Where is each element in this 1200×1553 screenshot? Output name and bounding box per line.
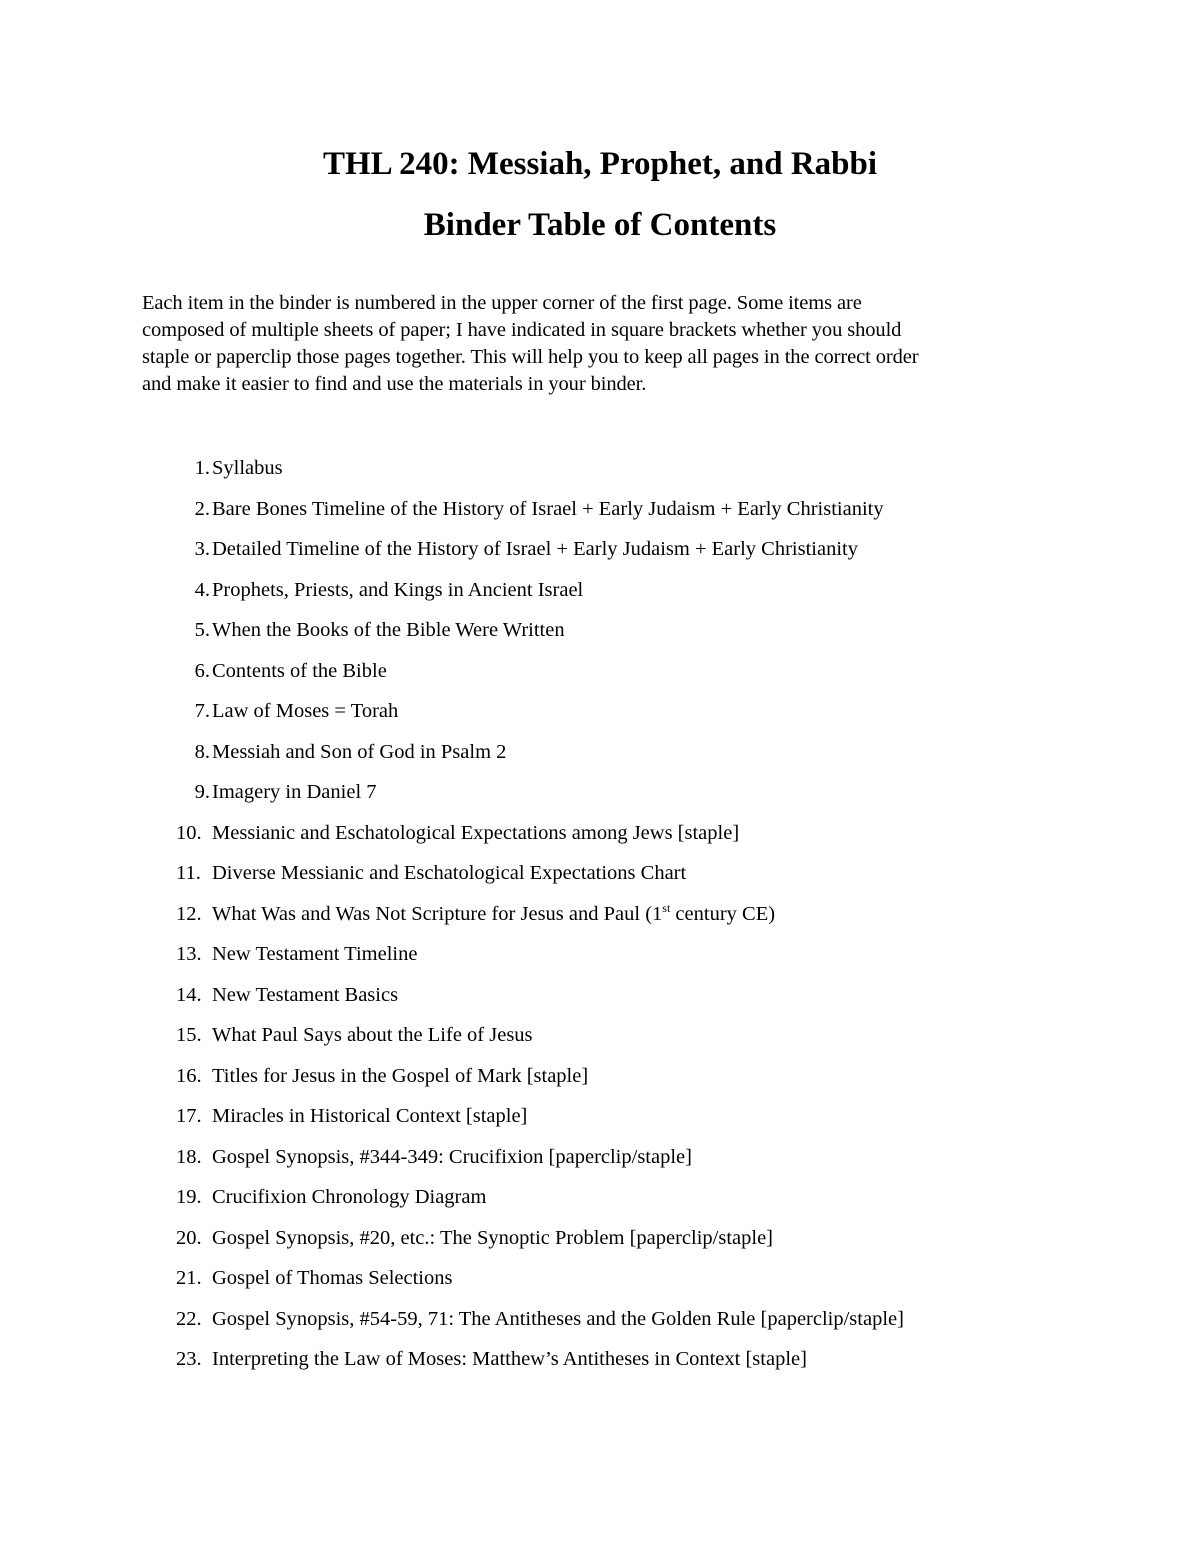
toc-item-number: 18. — [176, 1145, 202, 1168]
toc-item — [0, 1225, 1200, 1266]
toc-item — [0, 1022, 1200, 1063]
toc-item-number: 12. — [176, 902, 202, 925]
toc-item — [0, 1265, 1200, 1306]
toc-item — [0, 941, 1200, 982]
toc-item-number: 23. — [176, 1348, 202, 1370]
toc-item — [0, 860, 1200, 901]
toc-item-title: Imagery in Daniel 7 — [212, 781, 377, 803]
toc-item-number: 8. — [194, 740, 210, 763]
toc-item-number: 19. — [176, 1186, 202, 1208]
toc-item-title: Diverse Messianic and Eschatological Expectations Chart — [212, 862, 687, 884]
toc-item-number: 6. — [194, 659, 210, 682]
toc-item — [0, 1306, 1200, 1347]
toc-item-title: Gospel Synopsis, #20, etc.: The Synoptic Problem [paperclip/staple] — [212, 1226, 774, 1249]
toc-item-number: 13. — [176, 943, 202, 965]
toc-item-number: 14. — [176, 983, 202, 1006]
toc-item — [0, 658, 1200, 699]
toc-item — [0, 1063, 1200, 1104]
toc-item-number: 17. — [176, 1105, 202, 1127]
toc-item — [0, 577, 1200, 618]
toc-item-number: 3. — [194, 538, 210, 560]
intro-line: composed of multiple sheets of paper; I have indicated in square brackets whether you should — [142, 319, 902, 341]
toc-item — [0, 982, 1200, 1023]
toc-item-title: Gospel Synopsis, #344-349: Crucifixion [paperclip/staple] — [212, 1145, 692, 1168]
toc-item-title: Miracles in Historical Context [staple] — [212, 1105, 528, 1127]
toc-item-number: 16. — [176, 1064, 202, 1087]
toc-item — [0, 779, 1200, 820]
ordinal-superscript: st — [662, 900, 671, 915]
table-of-contents-list — [0, 455, 1200, 1387]
toc-item — [0, 1184, 1200, 1225]
toc-item-title: New Testament Basics — [212, 983, 399, 1006]
toc-item-title: Syllabus — [212, 457, 283, 479]
intro-paragraph — [142, 290, 1072, 398]
toc-item-number: 20. — [176, 1226, 202, 1249]
toc-item-title: Detailed Timeline of the History of Israel + Early Judaism + Early Christianity — [212, 538, 858, 560]
toc-item-number: 4. — [194, 578, 210, 601]
toc-item-title: What Paul Says about the Life of Jesus — [212, 1024, 533, 1046]
toc-item-number: 22. — [176, 1307, 202, 1330]
toc-item — [0, 820, 1200, 861]
toc-item-number: 10. — [176, 821, 202, 844]
toc-item-title: When the Books of the Bible Were Written — [212, 619, 565, 641]
toc-item-title: Crucifixion Chronology Diagram — [212, 1186, 487, 1208]
toc-item-title — [212, 901, 775, 927]
toc-item-title: Messianic and Eschatological Expectations among Jews [staple] — [212, 821, 740, 844]
toc-item-title: Contents of the Bible — [212, 659, 387, 682]
document-title: THL 240: Messiah, Prophet, and Rabbi — [322, 146, 878, 182]
toc-item — [0, 1346, 1200, 1387]
toc-item-title: Titles for Jesus in the Gospel of Mark [staple] — [212, 1064, 589, 1087]
toc-item — [0, 739, 1200, 780]
toc-item — [0, 617, 1200, 658]
toc-item — [0, 496, 1200, 537]
toc-item-number: 9. — [194, 781, 210, 803]
toc-item — [0, 1103, 1200, 1144]
toc-item-title: Gospel of Thomas Selections — [212, 1267, 453, 1289]
toc-item — [0, 536, 1200, 577]
toc-item-title-part: What Was and Was Not Scripture for Jesus and Paul (1 — [212, 902, 663, 925]
toc-item — [0, 1144, 1200, 1185]
toc-item-number: 21. — [176, 1267, 202, 1289]
toc-item-title: Law of Moses = Torah — [212, 700, 399, 722]
toc-item-title: Bare Bones Timeline of the History of Israel + Early Judaism + Early Christianity — [212, 497, 884, 520]
toc-item-title: Prophets, Priests, and Kings in Ancient Israel — [212, 578, 584, 601]
intro-line: Each item in the binder is numbered in the upper corner of the first page. Some items are — [142, 292, 862, 314]
toc-item-title-part: century CE) — [670, 902, 776, 925]
toc-item-number: 15. — [176, 1024, 202, 1046]
toc-item-title: Gospel Synopsis, #54-59, 71: The Antitheses and the Golden Rule [paperclip/staple] — [212, 1307, 904, 1330]
toc-item-number: 11. — [176, 862, 201, 884]
intro-line: and make it easier to find and use the materials in your binder. — [142, 373, 647, 395]
toc-item-title: New Testament Timeline — [212, 943, 418, 965]
toc-item-title: Messiah and Son of God in Psalm 2 — [212, 740, 507, 763]
toc-item-number: 7. — [194, 700, 210, 722]
toc-item-title: Interpreting the Law of Moses: Matthew’s Antitheses in Context [staple] — [212, 1348, 807, 1370]
document-subtitle: Binder Table of Contents — [423, 207, 777, 243]
toc-item — [0, 901, 1200, 942]
toc-item — [0, 698, 1200, 739]
toc-item-number: 2. — [194, 497, 210, 520]
toc-item-number: 1. — [194, 457, 210, 479]
toc-item-number: 5. — [194, 619, 210, 641]
toc-item — [0, 455, 1200, 496]
intro-line: staple or paperclip those pages together. This will help you to keep all pages in the correct order — [142, 346, 919, 368]
